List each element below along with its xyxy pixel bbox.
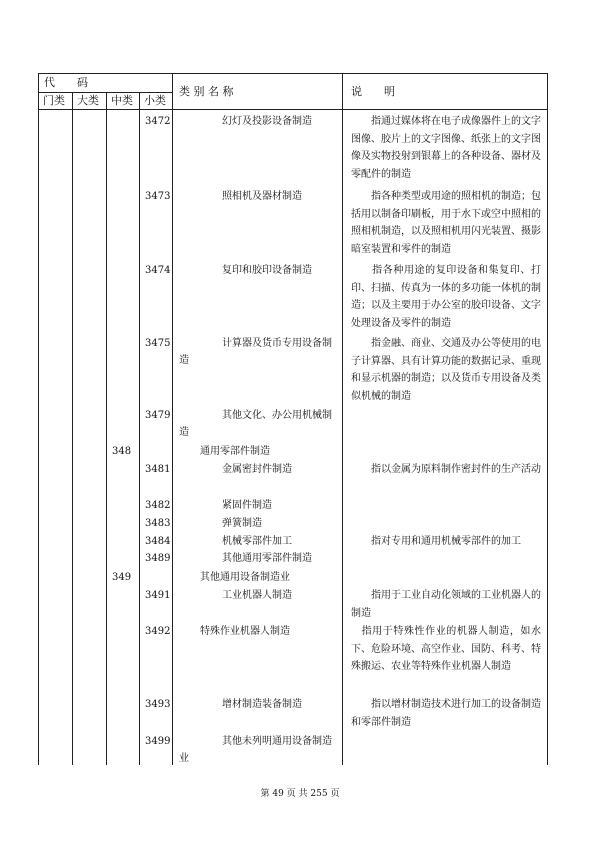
row-3493-code: 3493 <box>145 699 171 710</box>
header-code-group: 代 码 <box>44 76 88 89</box>
row-3491-name: 工业机器人制造 <box>222 590 292 601</box>
row-3492-desc: 指用于特殊性作业的机器人制造，如水下、危险环境、高空作业、国防、科考、特殊搬运、农业等特殊作业机器人制造 <box>351 626 541 672</box>
row-3499-name-line1: 其他未列明通用设备制造 <box>222 736 332 747</box>
row-3484-code: 3484 <box>145 536 171 547</box>
row-3491-code: 3491 <box>145 590 171 601</box>
row-3489-name: 其他通用零部件制造 <box>222 553 312 564</box>
row-3472-code: 3472 <box>145 116 171 127</box>
header-zhong: 中类 <box>111 94 133 107</box>
row-3472-desc: 指通过媒体将在电子成像器件上的文字图像、胶片上的文字图像、纸张上的文字图像及实物投射到银幕上的各种设备、器材及零配件的制造 <box>351 116 541 180</box>
row-3493-desc: 指以增材制造技术进行加工的设备制造和零部件制造 <box>351 699 541 728</box>
row-3492-code: 3492 <box>145 626 171 637</box>
row-3482-code: 3482 <box>145 500 171 511</box>
row-3481-code: 3481 <box>145 464 171 475</box>
row-3475-desc: 指金融、商业、交通及办公等使用的电子计算器、具有计算功能的数据记录、重现和显示机器的制造；以及货币专用设备及类似机械的制造 <box>351 338 541 402</box>
row-3479-code: 3479 <box>145 410 171 421</box>
row-3481-desc: 指以金属为原料制作密封件的生产活动 <box>351 464 541 475</box>
row-3491-desc: 指用于工业自动化领域的工业机器人的制造 <box>351 590 541 619</box>
row-3489-code: 3489 <box>145 553 171 564</box>
row-3484-desc: 指对专用和通用机械零部件的加工 <box>351 536 521 547</box>
row-3474-code: 3474 <box>145 265 171 276</box>
col-divider-zhong-xiao <box>139 92 140 765</box>
header-bottom-border <box>38 109 548 110</box>
row-3481-name: 金属密封件制造 <box>222 464 292 475</box>
table-right-border <box>547 73 548 765</box>
row-3483-code: 3483 <box>145 518 171 529</box>
mid-348-name: 通用零部件制造 <box>200 446 270 457</box>
col-divider-xiao-name <box>172 73 173 765</box>
row-3492-name: 特殊作业机器人制造 <box>200 626 290 637</box>
mid-349-code: 349 <box>112 572 132 583</box>
row-3474-name: 复印和胶印设备制造 <box>222 265 312 276</box>
row-3474-desc: 指各种用途的复印设备和集复印、打印、扫描、传真为一体的多功能一体机的制造；以及主要用于办公室的胶印设备、文字处理设备及零件的制造 <box>351 265 541 329</box>
header-category-name: 类 别 名 称 <box>179 85 234 98</box>
header-da: 大类 <box>77 94 99 107</box>
col-divider-da-zhong <box>106 92 107 765</box>
row-3473-desc: 指各种类型或用途的照相机的制造；包括用以制备印刷板，用于水下或空中照相的照相机制造，以及照相机用闪光装置、摄影暗室装置和零件的制造 <box>351 191 541 255</box>
page-footer: 第 49 页 共 255 页 <box>260 789 340 799</box>
row-3479-name-line1: 其他文化、办公用机械制 <box>222 410 332 421</box>
row-3475-name-line1: 计算器及货币专用设备制 <box>222 338 332 349</box>
row-3475-name-line2: 造 <box>179 355 189 366</box>
row-3472-name: 幻灯及投影设备制造 <box>222 116 312 127</box>
header-xiao: 小类 <box>144 94 166 107</box>
table-top-border <box>38 73 548 74</box>
row-3479-name-line2: 造 <box>179 427 189 438</box>
row-3499-code: 3499 <box>145 736 171 747</box>
row-3473-code: 3473 <box>145 191 171 202</box>
table-left-border <box>38 73 39 765</box>
mid-348-code: 348 <box>112 446 132 457</box>
row-3473-name: 照相机及器材制造 <box>222 191 302 202</box>
row-3475-code: 3475 <box>145 338 171 349</box>
row-3483-name: 弹簧制造 <box>222 518 262 529</box>
header-explanation: 说 明 <box>351 85 395 98</box>
row-3499-name-line2: 业 <box>179 753 189 764</box>
mid-349-name: 其他通用设备制造业 <box>200 572 290 583</box>
col-divider-men-da <box>72 92 73 765</box>
header-men: 门类 <box>43 94 65 107</box>
row-3493-name: 增材制造装备制造 <box>222 699 302 710</box>
row-3484-name: 机械零部件加工 <box>222 536 292 547</box>
col-divider-name-desc <box>342 73 343 765</box>
row-3482-name: 紧固件制造 <box>222 500 272 511</box>
